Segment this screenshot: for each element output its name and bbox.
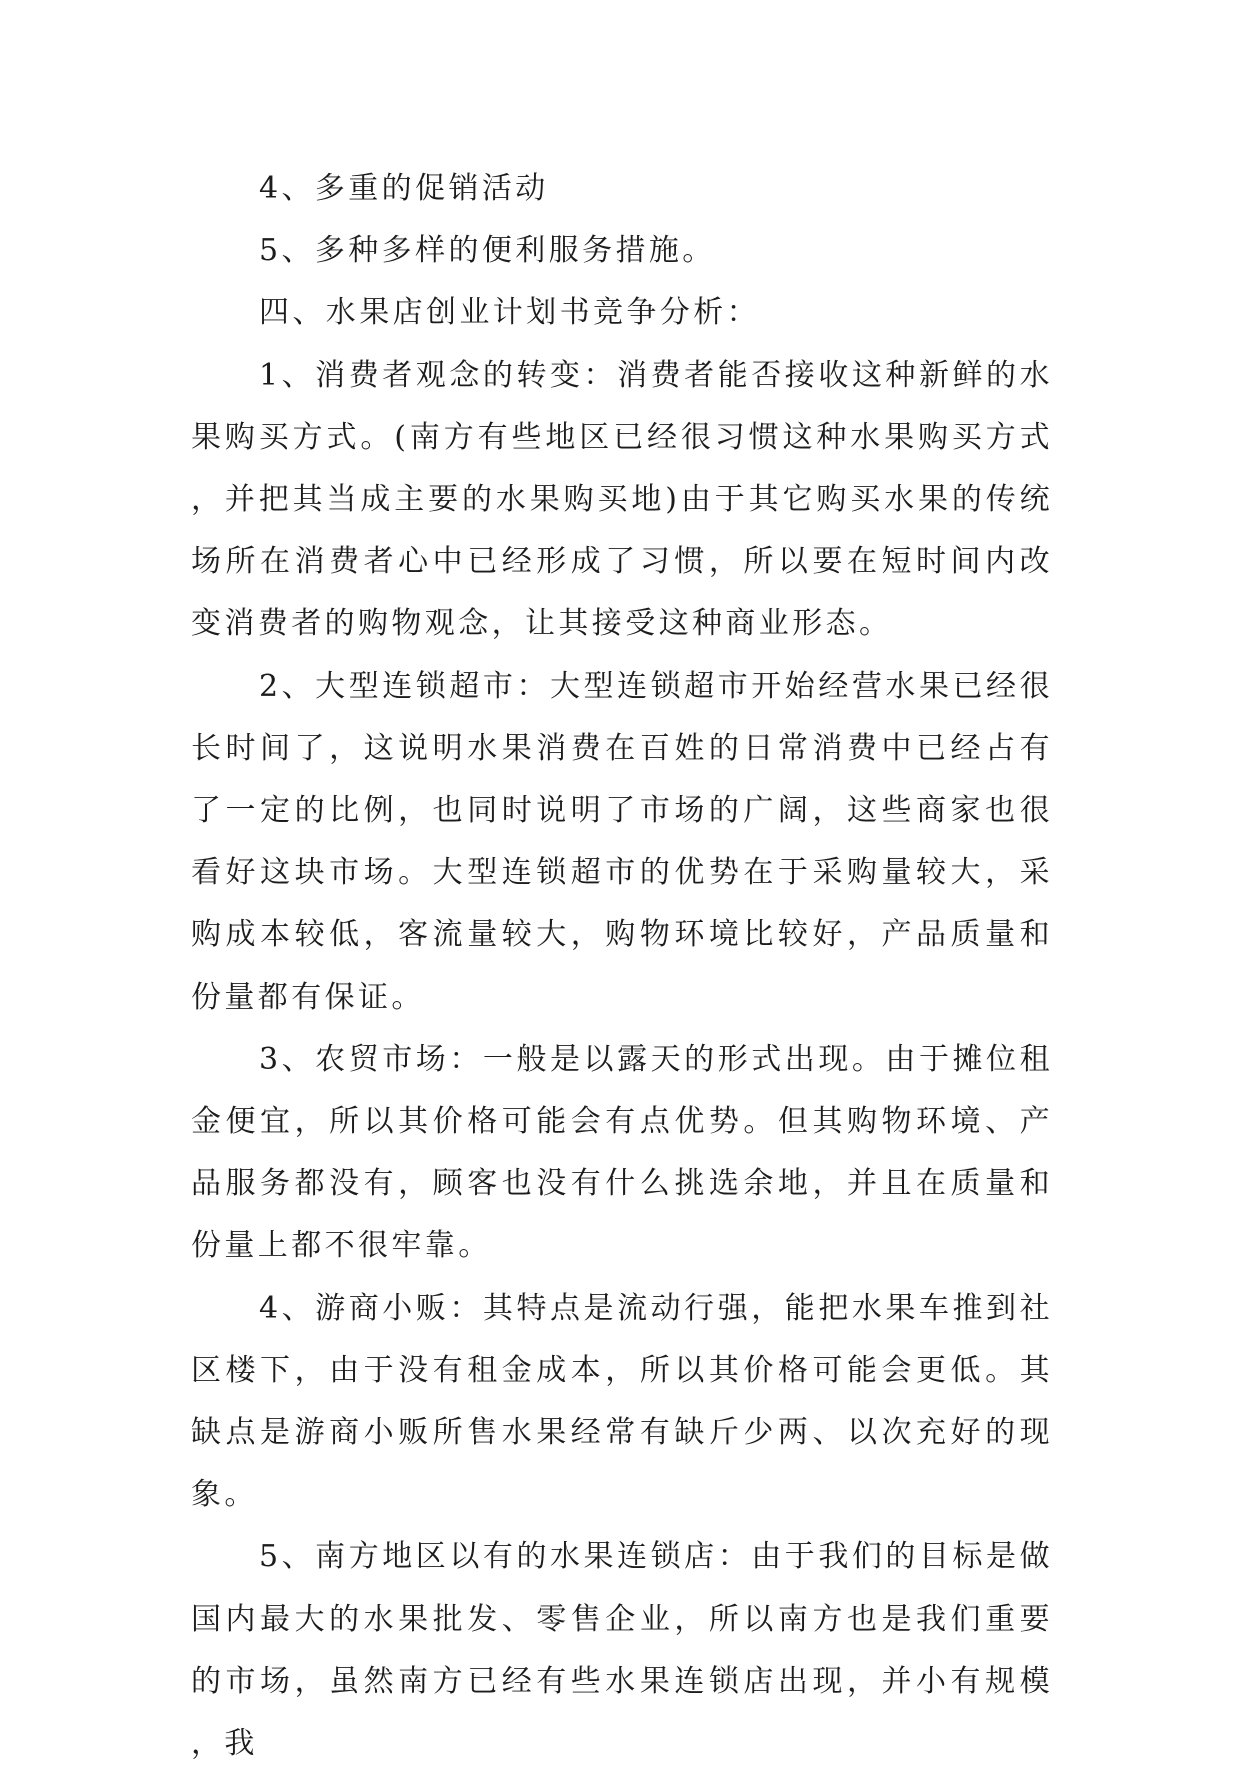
paragraph-promotion: 4、多重的促销活动 xyxy=(259,171,549,206)
section-heading-competition: 四、水果店创业计划书竞争分析： xyxy=(259,295,760,331)
paragraph-farmers-market: 3、农贸市场：一般是以露天的形式出现。由于摊位租金便宜，所以其价格可能会有点优势。但其购物环境、产品服务都没有，顾客也没有什么挑选余地，并且在质量和份量上都不很牢靠。 xyxy=(191,1041,1053,1264)
paragraph-street-vendors: 4、游商小贩：其特点是流动行强，能把水果车推到社区楼下，由于没有租金成本，所以其价格可能会更低。其缺点是游商小贩所售水果经常有缺斤少两、以次充好的现象。 xyxy=(191,1290,1053,1513)
document-body xyxy=(191,158,1053,1775)
paragraph-services: 5、多种多样的便利服务措施。 xyxy=(259,233,716,269)
paragraph-supermarket: 2、大型连锁超市：大型连锁超市开始经营水果已经很长时间了，这说明水果消费在百姓的日常消费中已经占有了一定的比例，也同时说明了市场的广阔，这些商家也很看好这块市场。大型连锁超市的优势在于采购量较大，采购成本较低，客流量较大，购物环境比较好，产品质量和份量都有保证。 xyxy=(191,668,1053,1015)
paragraph-consumer-concept: 1、消费者观念的转变：消费者能否接收这种新鲜的水果购买方式。(南方有些地区已经很习惯这种水果购买方式，并把其当成主要的水果购买地)由于其它购买水果的传统场所在消费者心中已经形成了习惯，所以要在短时间内改变消费者的购物观念，让其接受这种商业形态。 xyxy=(191,357,1053,642)
paragraph-southern-chains: 5、南方地区以有的水果连锁店：由于我们的目标是做国内最大的水果批发、零售企业，所以南方也是我们重要的市场，虽然南方已经有些水果连锁店出现，并小有规模，我 xyxy=(191,1539,1053,1762)
